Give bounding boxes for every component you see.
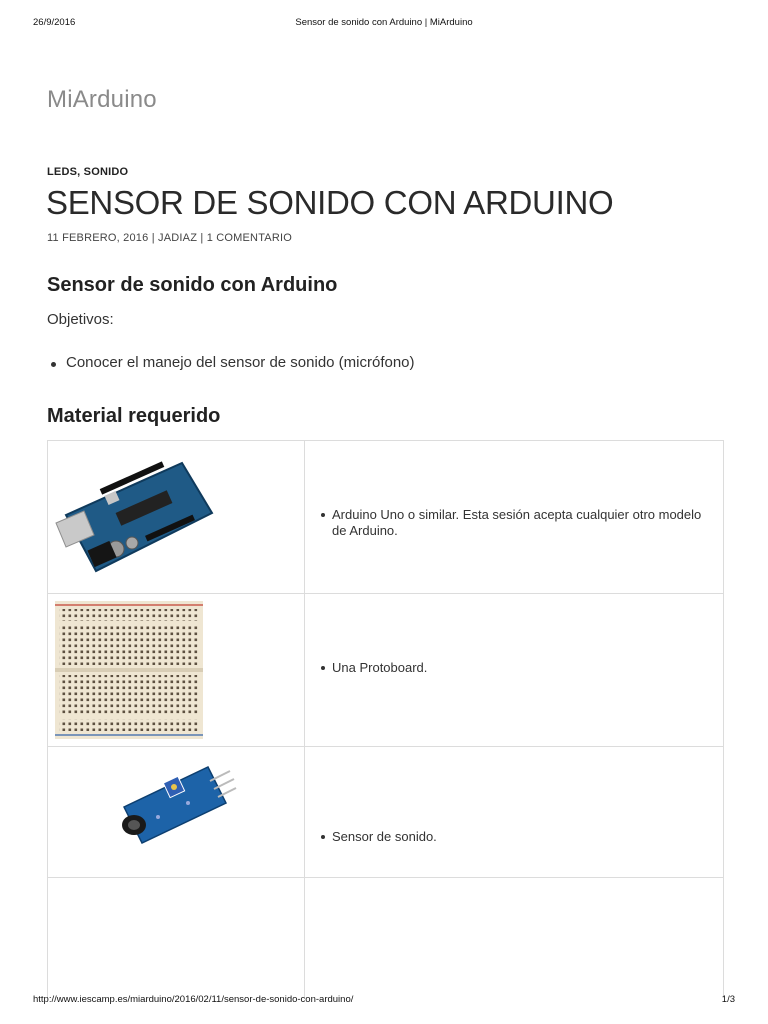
post-author-link[interactable]: JADIAZ (158, 232, 198, 244)
meta-separator: | (148, 232, 159, 244)
table-row (48, 878, 723, 998)
material-table (47, 440, 724, 998)
print-page-number: 1/3 (721, 994, 735, 1005)
table-cell-text (305, 441, 723, 593)
print-date: 26/9/2016 (33, 17, 76, 28)
table-cell-image (48, 878, 305, 998)
category-link-sonido[interactable]: SONIDO (83, 166, 129, 178)
print-url: http://www.iescamp.es/miarduino/2016/02/11/sensor-de-sonido-con-arduino/ (33, 994, 354, 1005)
material-heading: Material requerido (47, 405, 221, 427)
breadboard-icon (55, 601, 203, 739)
site-title-link[interactable]: MiArduino (47, 86, 157, 113)
category-link-leds[interactable]: LEDS (47, 166, 78, 178)
material-list (319, 829, 711, 845)
material-item: Una Protoboard. (319, 660, 711, 676)
table-cell-image (48, 441, 305, 593)
table-cell-image (48, 747, 305, 877)
material-item: Sensor de sonido. (319, 829, 711, 845)
material-item: Arduino Uno o similar. Esta sesión acepta cualquier otro modelo de Arduino. (319, 507, 711, 539)
table-cell-text (305, 878, 723, 998)
meta-separator: | (197, 232, 207, 244)
post-date-link[interactable]: 11 FEBRERO, 2016 (47, 232, 149, 244)
category-separator: , (77, 166, 84, 178)
table-row (48, 594, 723, 747)
post-meta (47, 232, 292, 244)
table-cell-text (305, 747, 723, 877)
section-heading: Sensor de sonido con Arduino (47, 274, 338, 296)
objectives-label: Objetivos: (47, 311, 114, 328)
table-cell-image (48, 594, 305, 746)
post-title: SENSOR DE SONIDO CON ARDUINO (46, 184, 614, 221)
arduino-uno-board-icon (54, 453, 214, 578)
objectives-list (47, 354, 415, 371)
print-page-title: Sensor de sonido con Arduino | MiArduino (295, 17, 473, 28)
print-header (0, 17, 768, 31)
post-comments-link[interactable]: 1 COMENTARIO (206, 232, 293, 244)
table-row (48, 747, 723, 878)
sound-sensor-module-icon (118, 759, 238, 849)
post-categories (47, 166, 128, 178)
objective-item: Conocer el manejo del sensor de sonido (micrófono) (47, 354, 415, 371)
material-list (319, 507, 711, 539)
material-list (319, 660, 711, 676)
table-row (48, 441, 723, 594)
table-cell-text (305, 594, 723, 746)
